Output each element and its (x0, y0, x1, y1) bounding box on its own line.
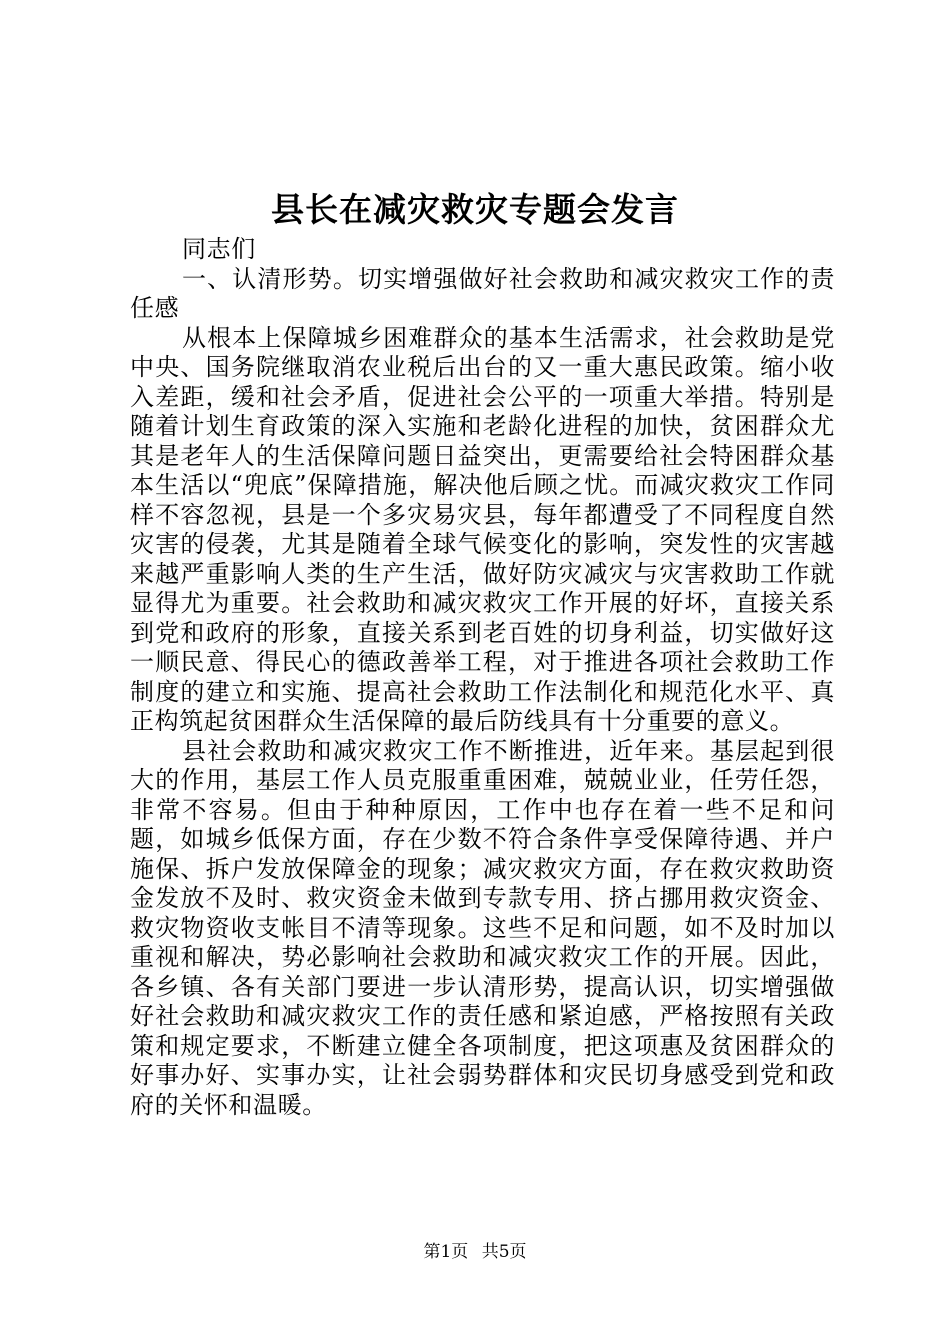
salutation-paragraph: 同志们 (182, 235, 256, 263)
page-footer (0, 1238, 950, 1266)
document-title: 县长在减灾救灾专题会发言 (271, 190, 679, 229)
body-paragraph: 县社会救助和减灾救灾工作不断推进，近年来。基层起到很大的作用，基层工作人员克服重重困难，兢兢业业，任劳任怨，非常不容易。但由于种种原因，工作中也存在着一些不足和问题，如城乡低保方面，存在少数不符合条件享受保障待遇、并户施保、拆户发放保障金的现象；减灾救灾方面，存在救灾救助资金发放不及时、救灾资金未做到专款专用、挤占挪用救灾资金、救灾物资收支帐目不清等现象。这些不足和问题，如不及时加以重视和解决，势必影响社会救助和减灾救灾工作的开展。因此，各乡镇、各有关部门要进一步认清形势，提高认识，切实增强做好社会救助和减灾救灾工作的责任感和紧迫感，严格按照有关政策和规定要求，不断建立健全各项制度，把这项惠及贫困群众的好事办好、实事办实，让社会弱势群体和灾民切身感受到党和政府的关怀和温暖。 (130, 736, 835, 1119)
page-total: 共5页 (481, 1242, 527, 1262)
section-heading-paragraph: 一、认清形势。切实增强做好社会救助和减灾救灾工作的责任感 (130, 264, 835, 322)
page-number: 第1页 (423, 1242, 469, 1262)
body-paragraph: 从根本上保障城乡困难群众的基本生活需求，社会救助是党中央、国务院继取消农业税后出台的又一重大惠民政策。缩小收入差距，缓和社会矛盾，促进社会公平的一项重大举措。特别是随着计划生育政策的深入实施和老龄化进程的加快，贫困群众尤其是老年人的生活保障问题日益突出，更需要给社会特困群众基本生活以“兜底”保障措施，解决他后顾之忧。而减灾救灾工作同样不容忽视，县是一个多灾易灾县，每年都遭受了不同程度自然灾害的侵袭，尤其是随着全球气候变化的影响，突发性的灾害越来越严重影响人类的生产生活，做好防灾减灾与灾害救助工作就显得尤为重要。社会救助和减灾救灾工作开展的好坏，直接关系到党和政府的形象，直接关系到老百姓的切身利益，切实做好这一顺民意、得民心的德政善举工程，对于推进各项社会救助工作制度的建立和实施、提高社会救助工作法制化和规范化水平、真正构筑起贫困群众生活保障的最后防线具有十分重要的意义。 (130, 323, 835, 735)
document-body (130, 235, 835, 1120)
